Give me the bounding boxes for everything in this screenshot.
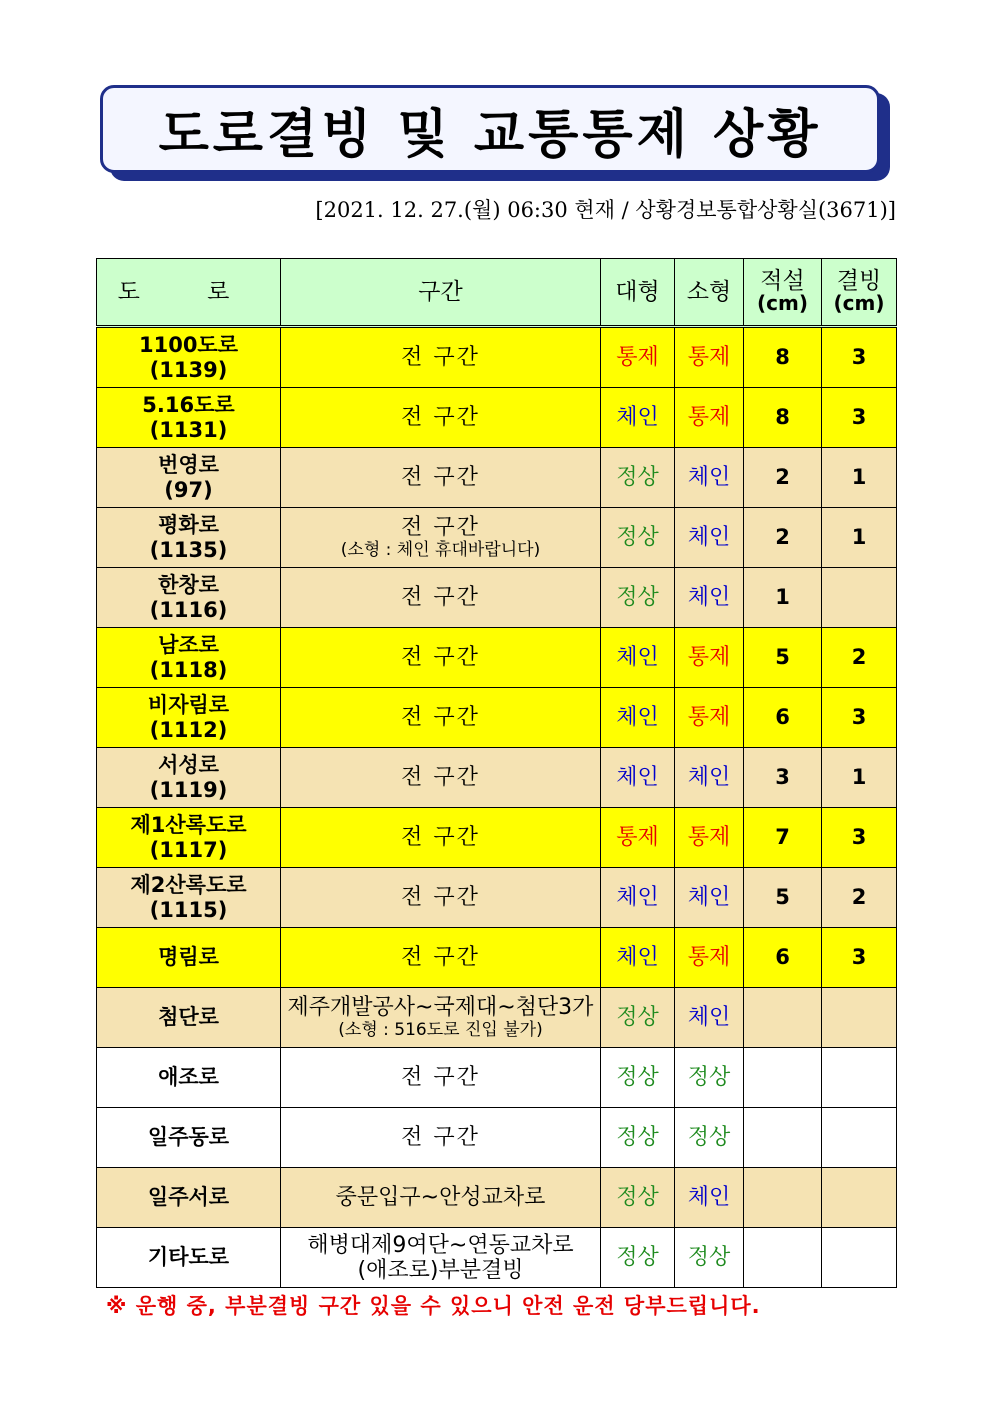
section-text: 전 구간 xyxy=(401,765,480,790)
section-note: (소형 : 516도로 진입 불가) xyxy=(338,1020,543,1040)
large-vehicle-status: 정상 xyxy=(601,1228,675,1288)
small-vehicle-status: 체인 xyxy=(675,868,744,928)
ice-depth-cell xyxy=(822,1168,897,1228)
road-name: 서성로 xyxy=(158,752,219,777)
road-name: 비자림로 xyxy=(147,692,230,717)
section-text: 전 구간 xyxy=(401,515,480,540)
road-name: 첨단로 xyxy=(158,1005,219,1029)
snow-depth-cell: 2 xyxy=(744,508,822,568)
large-vehicle-status: 체인 xyxy=(601,388,675,448)
table-row xyxy=(97,568,897,628)
large-vehicle-status: 체인 xyxy=(601,628,675,688)
section-cell xyxy=(281,748,601,808)
ice-depth-cell: 3 xyxy=(822,388,897,448)
safety-notice: ※ 운행 중, 부분결빙 구간 있을 수 있으니 안전 운전 당부드립니다. xyxy=(106,1294,761,1318)
header-section: 구간 xyxy=(281,259,601,327)
road-name-cell xyxy=(97,508,281,568)
ice-depth-cell xyxy=(822,1048,897,1108)
section-text: 전 구간 xyxy=(401,465,480,490)
road-code: (1131) xyxy=(149,417,228,442)
large-vehicle-status: 통제 xyxy=(601,327,675,388)
small-vehicle-status: 정상 xyxy=(675,1228,744,1288)
section-cell xyxy=(281,928,601,988)
road-name: 제2산록도로 xyxy=(130,872,247,897)
small-vehicle-status: 통제 xyxy=(675,688,744,748)
large-vehicle-status: 체인 xyxy=(601,748,675,808)
section-text: 전 구간 xyxy=(401,945,480,970)
table-row xyxy=(97,988,897,1048)
road-code: (1119) xyxy=(149,777,228,802)
snow-depth-cell xyxy=(744,1108,822,1168)
section-cell xyxy=(281,868,601,928)
table-row xyxy=(97,868,897,928)
snow-depth-cell: 6 xyxy=(744,688,822,748)
road-name-cell xyxy=(97,748,281,808)
small-vehicle-status: 체인 xyxy=(675,748,744,808)
table-body xyxy=(97,327,897,1288)
road-name-cell xyxy=(97,568,281,628)
large-vehicle-status: 정상 xyxy=(601,448,675,508)
small-vehicle-status: 정상 xyxy=(675,1048,744,1108)
road-name: 남조로 xyxy=(158,632,219,657)
road-name-cell xyxy=(97,808,281,868)
road-name-cell xyxy=(97,1108,281,1168)
ice-depth-cell: 3 xyxy=(822,808,897,868)
road-name-cell xyxy=(97,928,281,988)
road-code: (1112) xyxy=(149,717,228,742)
ice-depth-cell xyxy=(822,1108,897,1168)
table-row xyxy=(97,448,897,508)
small-vehicle-status: 체인 xyxy=(675,508,744,568)
road-code: (1117) xyxy=(149,837,228,862)
header-small: 소형 xyxy=(675,259,744,327)
snow-depth-cell: 2 xyxy=(744,448,822,508)
ice-depth-cell: 3 xyxy=(822,688,897,748)
section-text: 중문입구~안성교차로 xyxy=(335,1185,546,1210)
road-name-cell xyxy=(97,868,281,928)
table-row xyxy=(97,748,897,808)
small-vehicle-status: 통제 xyxy=(675,928,744,988)
road-name: 제1산록도로 xyxy=(130,812,247,837)
large-vehicle-status: 정상 xyxy=(601,1048,675,1108)
table-row xyxy=(97,327,897,388)
table-row xyxy=(97,388,897,448)
large-vehicle-status: 통제 xyxy=(601,808,675,868)
table-row xyxy=(97,688,897,748)
ice-depth-cell: 3 xyxy=(822,928,897,988)
section-text: 전 구간 xyxy=(401,1125,480,1150)
ice-depth-cell xyxy=(822,568,897,628)
title-banner xyxy=(100,85,890,181)
section-note: (소형 : 체인 휴대바랍니다) xyxy=(340,540,541,560)
road-name-cell xyxy=(97,388,281,448)
ice-depth-cell: 1 xyxy=(822,748,897,808)
snow-depth-cell xyxy=(744,1168,822,1228)
table-row xyxy=(97,808,897,868)
road-name-cell xyxy=(97,988,281,1048)
section-cell xyxy=(281,1048,601,1108)
table-row xyxy=(97,508,897,568)
road-name: 5.16도로 xyxy=(142,392,235,417)
table-row xyxy=(97,1228,897,1288)
road-name-cell xyxy=(97,327,281,388)
section-cell xyxy=(281,448,601,508)
ice-depth-cell xyxy=(822,988,897,1048)
small-vehicle-status: 정상 xyxy=(675,1108,744,1168)
snow-depth-cell: 8 xyxy=(744,388,822,448)
table-row xyxy=(97,628,897,688)
section-text: 제주개발공사~국제대~첨단3가 xyxy=(287,995,594,1020)
road-name-cell xyxy=(97,448,281,508)
road-name: 1100도로 xyxy=(138,332,239,357)
road-name-cell xyxy=(97,1228,281,1288)
snow-depth-cell: 8 xyxy=(744,327,822,388)
section-cell xyxy=(281,808,601,868)
large-vehicle-status: 체인 xyxy=(601,868,675,928)
large-vehicle-status: 체인 xyxy=(601,928,675,988)
section-text: 전 구간 xyxy=(401,345,480,370)
road-name: 일주서로 xyxy=(147,1185,230,1209)
section-text: 해병대제9여단~연동교차로 xyxy=(307,1232,574,1258)
header-large: 대형 xyxy=(601,259,675,327)
report-timestamp: [2021. 12. 27.(월) 06:30 현재 / 상황경보통합상황실(3671)] xyxy=(315,198,896,222)
section-text: 전 구간 xyxy=(401,885,480,910)
small-vehicle-status: 체인 xyxy=(675,988,744,1048)
ice-depth-cell: 2 xyxy=(822,628,897,688)
road-code: (1115) xyxy=(149,897,228,922)
road-name-cell xyxy=(97,628,281,688)
header-road: 도 로 xyxy=(97,259,281,327)
section-note: (애조로)부분결빙 xyxy=(357,1257,524,1283)
road-code: (1139) xyxy=(149,357,228,382)
section-cell xyxy=(281,508,601,568)
section-cell xyxy=(281,688,601,748)
section-cell xyxy=(281,568,601,628)
section-text: 전 구간 xyxy=(401,1065,480,1090)
section-cell xyxy=(281,628,601,688)
section-text: 전 구간 xyxy=(401,405,480,430)
small-vehicle-status: 통제 xyxy=(675,388,744,448)
table-row xyxy=(97,1108,897,1168)
snow-depth-cell xyxy=(744,1228,822,1288)
section-cell xyxy=(281,1168,601,1228)
page-title: 도로결빙 및 교통통제 상황 xyxy=(100,85,880,173)
section-cell xyxy=(281,1228,601,1288)
small-vehicle-status: 체인 xyxy=(675,448,744,508)
table-header-row xyxy=(97,259,897,327)
large-vehicle-status: 정상 xyxy=(601,1168,675,1228)
ice-depth-cell: 1 xyxy=(822,448,897,508)
table-row xyxy=(97,1048,897,1108)
large-vehicle-status: 정상 xyxy=(601,568,675,628)
road-code: (1135) xyxy=(149,537,228,562)
road-name: 한창로 xyxy=(158,572,219,597)
small-vehicle-status: 통제 xyxy=(675,628,744,688)
road-code: (1116) xyxy=(149,597,228,622)
snow-depth-cell: 6 xyxy=(744,928,822,988)
road-name: 평화로 xyxy=(158,512,219,537)
snow-depth-cell xyxy=(744,1048,822,1108)
ice-depth-cell: 2 xyxy=(822,868,897,928)
small-vehicle-status: 통제 xyxy=(675,327,744,388)
road-code: (97) xyxy=(164,477,213,502)
road-status-table xyxy=(96,258,897,1288)
section-cell xyxy=(281,1108,601,1168)
road-name: 기타도로 xyxy=(147,1245,230,1269)
ice-depth-cell: 3 xyxy=(822,327,897,388)
snow-depth-cell: 1 xyxy=(744,568,822,628)
road-name-cell xyxy=(97,1168,281,1228)
section-cell xyxy=(281,327,601,388)
large-vehicle-status: 정상 xyxy=(601,988,675,1048)
snow-depth-cell: 7 xyxy=(744,808,822,868)
ice-depth-cell: 1 xyxy=(822,508,897,568)
section-text: 전 구간 xyxy=(401,825,480,850)
section-text: 전 구간 xyxy=(401,645,480,670)
table-row xyxy=(97,928,897,988)
road-name: 번영로 xyxy=(158,452,219,477)
section-cell xyxy=(281,388,601,448)
large-vehicle-status: 정상 xyxy=(601,1108,675,1168)
large-vehicle-status: 체인 xyxy=(601,688,675,748)
road-name: 애조로 xyxy=(158,1065,219,1089)
small-vehicle-status: 체인 xyxy=(675,1168,744,1228)
snow-depth-cell: 5 xyxy=(744,628,822,688)
snow-depth-cell: 5 xyxy=(744,868,822,928)
section-text: 전 구간 xyxy=(401,705,480,730)
road-name: 일주동로 xyxy=(147,1125,230,1149)
section-text: 전 구간 xyxy=(401,585,480,610)
table-row xyxy=(97,1168,897,1228)
section-cell xyxy=(281,988,601,1048)
header-ice: 결빙 (cm) xyxy=(822,259,897,327)
snow-depth-cell xyxy=(744,988,822,1048)
large-vehicle-status: 정상 xyxy=(601,508,675,568)
small-vehicle-status: 통제 xyxy=(675,808,744,868)
road-code: (1118) xyxy=(149,657,228,682)
road-name-cell xyxy=(97,688,281,748)
road-name-cell xyxy=(97,1048,281,1108)
ice-depth-cell xyxy=(822,1228,897,1288)
small-vehicle-status: 체인 xyxy=(675,568,744,628)
road-name: 명림로 xyxy=(158,945,219,969)
snow-depth-cell: 3 xyxy=(744,748,822,808)
header-snow: 적설 (cm) xyxy=(744,259,822,327)
